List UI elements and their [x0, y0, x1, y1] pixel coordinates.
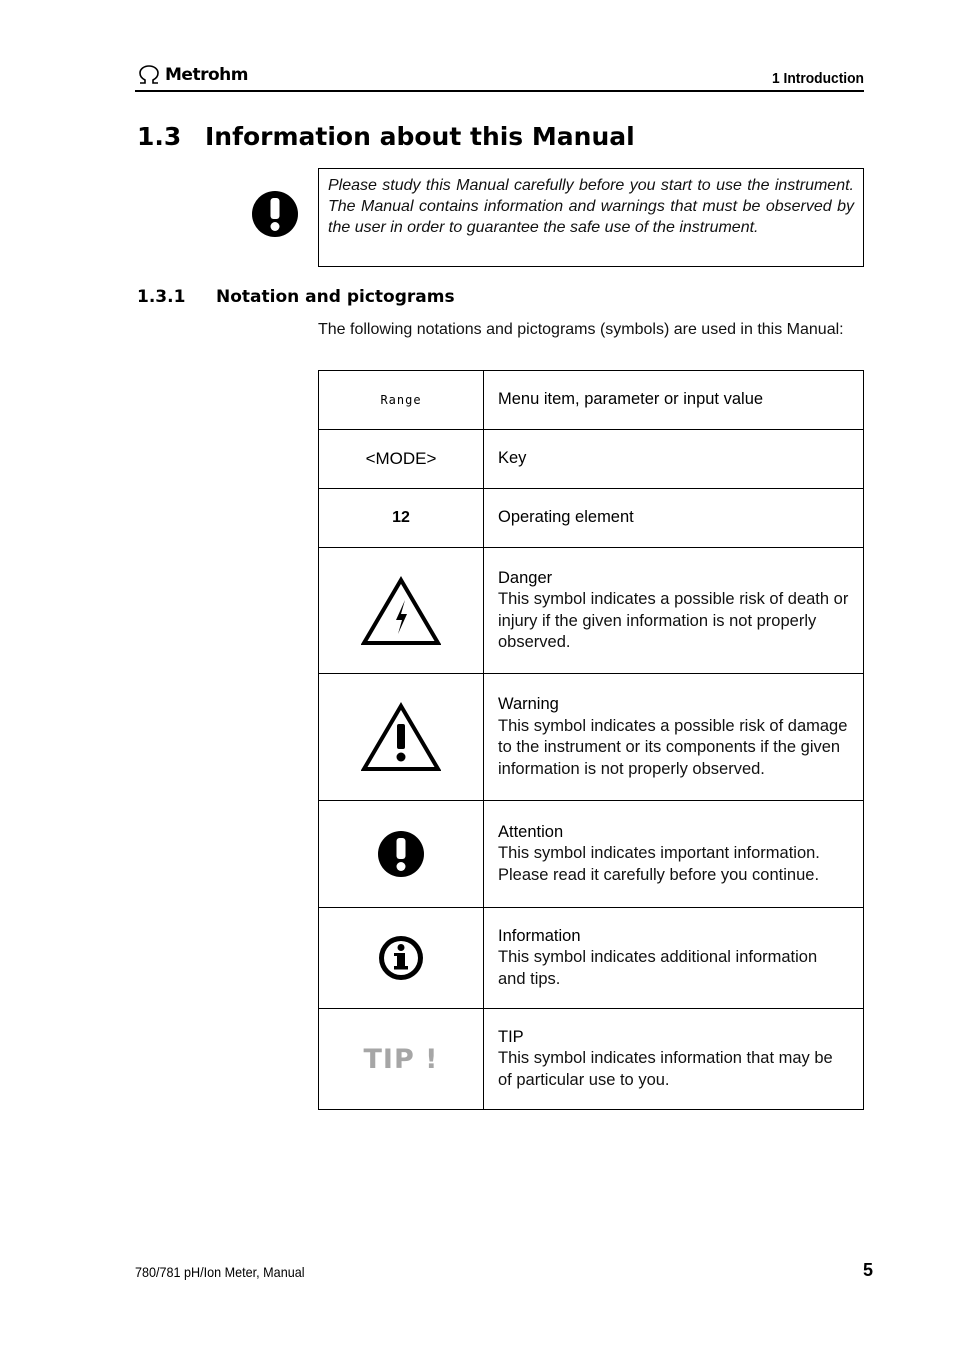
table-row [319, 548, 864, 674]
table-row [319, 371, 864, 430]
omega-logo-icon [137, 65, 161, 85]
notation-table [318, 370, 864, 1110]
tip-symbol: TIP ! [363, 1043, 439, 1075]
row-title: Operating element [498, 508, 634, 527]
row-text: This symbol indicates information that may be of particular use to you. [498, 1049, 833, 1089]
row-text: This symbol indicates additional information and tips. [498, 948, 818, 988]
warning-triangle-icon [361, 702, 441, 772]
operating-element-notation: 12 [392, 509, 410, 526]
table-row [319, 430, 864, 489]
description-cell [484, 674, 864, 801]
row-text: This symbol indicates a possible risk of damage to the instrument or its components if the given information is not properly observed. [498, 716, 848, 778]
subsection-number: 1.3.1 [137, 287, 186, 307]
symbol-cell [319, 489, 484, 548]
section-number: 1.3 [137, 122, 182, 151]
section-heading [137, 122, 635, 151]
table-row [319, 489, 864, 548]
notice-box: Please study this Manual carefully before you start to use the instrument. The Manual contains information and warnings that must be observed by the user in order to guarantee the safe use of the instrument. [318, 168, 864, 267]
footer-manual-title: 780/781 pH/Ion Meter, Manual [135, 1264, 305, 1280]
row-title: Key [498, 449, 527, 468]
table-row [319, 908, 864, 1009]
row-title: Menu item, parameter or input value [498, 390, 764, 409]
row-title: Warning [498, 695, 559, 713]
table-row [319, 1009, 864, 1110]
row-text: This symbol indicates important information. Please read it carefully before you continue. [498, 844, 820, 884]
section-title: Information about this Manual [205, 122, 635, 151]
subsection-title: Notation and pictograms [216, 287, 455, 307]
chapter-title: 1 Introduction [772, 70, 864, 87]
attention-icon [251, 190, 299, 238]
symbol-cell [319, 548, 484, 674]
symbol-cell [319, 1009, 484, 1110]
description-cell [484, 430, 864, 489]
brand-logo [137, 65, 248, 85]
table-row [319, 801, 864, 908]
page-number: 5 [862, 1260, 873, 1280]
attention-icon [377, 830, 425, 878]
parameter-notation: Range [380, 393, 422, 407]
row-title: Danger [498, 568, 553, 587]
table-row [319, 674, 864, 801]
intro-paragraph: The following notations and pictograms (symbols) are used in this Manual: [318, 321, 844, 338]
symbol-cell [319, 371, 484, 430]
subsection-heading [137, 287, 455, 307]
information-icon [378, 935, 424, 981]
danger-high-voltage-icon [361, 576, 441, 646]
symbol-cell [319, 801, 484, 908]
row-text: This symbol indicates a possible risk of death or injury if the given information is not properly observed. [498, 590, 849, 651]
row-title: TIP [498, 1027, 524, 1046]
description-cell [484, 371, 864, 430]
description-cell [484, 908, 864, 1009]
key-notation: <MODE> [365, 449, 437, 468]
symbol-cell [319, 908, 484, 1009]
symbol-cell [319, 430, 484, 489]
description-cell [484, 489, 864, 548]
description-cell [484, 801, 864, 908]
symbol-cell [319, 674, 484, 801]
brand-name: Metrohm [165, 65, 248, 85]
row-title: Attention [498, 822, 564, 841]
row-title: Information [498, 926, 581, 945]
description-cell [484, 548, 864, 674]
page-header [135, 62, 864, 92]
description-cell [484, 1009, 864, 1110]
